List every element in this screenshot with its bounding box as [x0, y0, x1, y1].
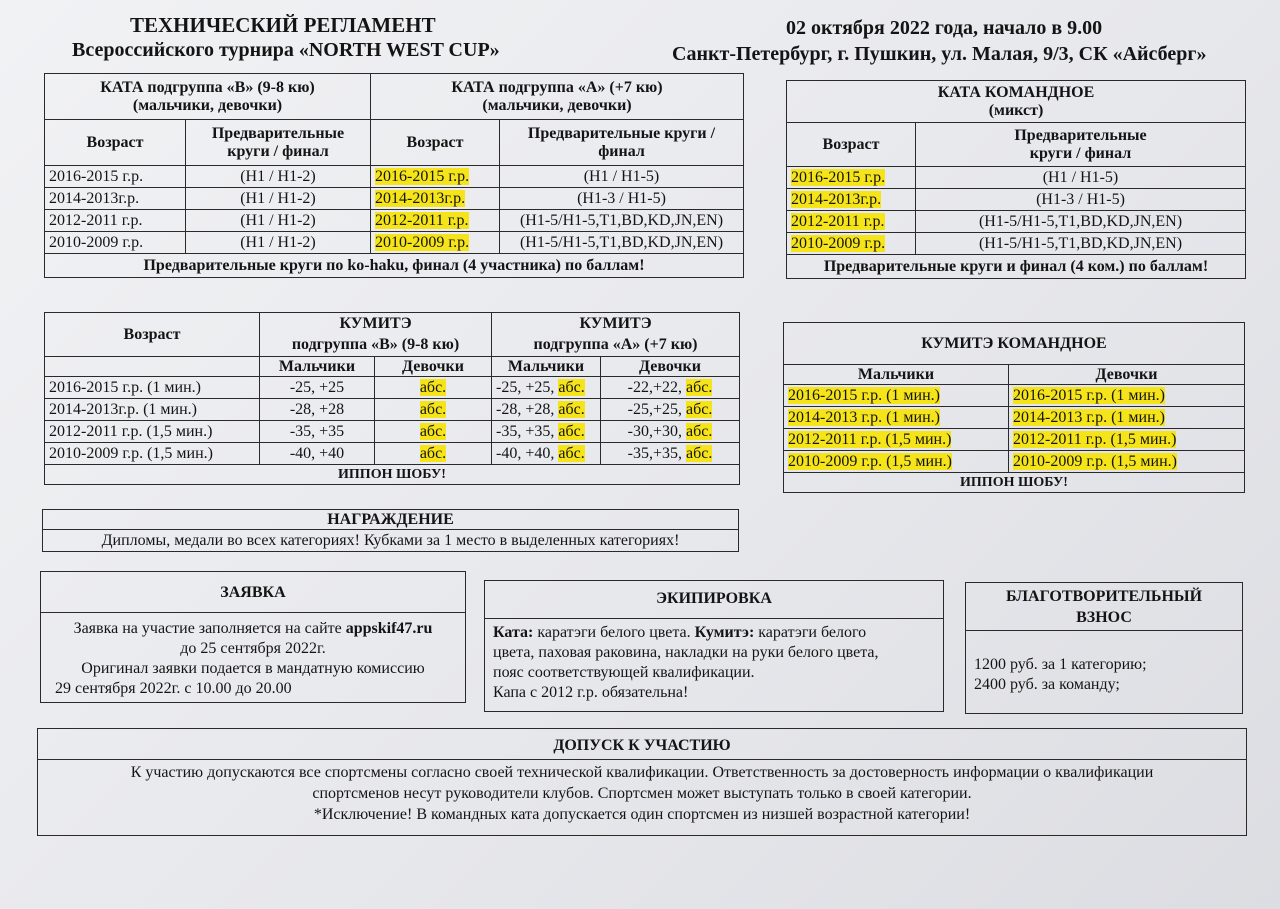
kata-team-age: 2016-2015 г.р.	[791, 168, 886, 186]
application-line3: Оригинал заявки подается в мандатную комиссию	[81, 660, 425, 677]
kumite-team-girls: 2010-2009 г.р. (1,5 мин.)	[1013, 452, 1177, 470]
kata-rounds-a: (Н1-5/Н1-5,Т1,BD,KD,JN,EN)	[500, 210, 744, 232]
kumite-team-boys: 2010-2009 г.р. (1,5 мин.)	[788, 452, 952, 470]
table-row	[784, 429, 1245, 451]
table-row	[45, 443, 740, 465]
kata-rounds-a: (Н1 / Н1-5)	[500, 166, 744, 188]
kumite-abs: абс.	[558, 422, 585, 440]
kata-col-rounds-b: Предварительные круги / финал	[186, 120, 371, 166]
equipment-line3: пояс соответствующей квалификации.	[493, 664, 755, 681]
kumite-team-header: КУМИТЭ КОМАНДНОЕ	[784, 323, 1245, 365]
kumite-age: 2012-2011 г.р. (1,5 мин.)	[45, 421, 260, 443]
equipment-kumite-text: каратэги белого	[754, 624, 867, 641]
table-row	[784, 451, 1245, 473]
table-row	[45, 166, 744, 188]
equipment-kata-label: Ката:	[493, 624, 534, 641]
kata-age-a: 2016-2015 г.р.	[375, 167, 470, 185]
event-date: 02 октября 2022 года, начало в 9.00	[786, 17, 1103, 39]
kata-team-footer: Предварительные круги и финал (4 ком.) по баллам!	[787, 255, 1246, 279]
fee-title-1: БЛАГОТВОРИТЕЛЬНЫЙ	[1005, 588, 1203, 605]
kumite-boys-b: -28, +28	[260, 399, 375, 421]
kumite-team-table	[783, 322, 1245, 493]
table-row	[45, 210, 744, 232]
fee-title-2: ВЗНОС	[1076, 609, 1132, 626]
kata-age-b: 2012-2011 г.р.	[45, 210, 186, 232]
kata-rounds-b: (Н1 / Н1-2)	[186, 232, 371, 254]
kata-groupB-header: КАТА подгруппа «В» (9-8 кю) (мальчики, девочки)	[45, 74, 371, 120]
kumite-team-girls: 2012-2011 г.р. (1,5 мин.)	[1013, 430, 1177, 448]
table-row	[784, 407, 1245, 429]
kata-rounds-b: (Н1 / Н1-2)	[186, 166, 371, 188]
kata-age-b: 2014-2013г.р.	[45, 188, 186, 210]
kumite-col-boys-a: Мальчики	[492, 357, 601, 377]
kumite-team-boys: 2016-2015 г.р. (1 мин.)	[788, 386, 940, 404]
kumite-girls-b: абс.	[419, 444, 447, 462]
table-row	[787, 211, 1246, 233]
kumite-abs: абс.	[686, 444, 713, 462]
kumite-footer: ИППОН ШОБУ!	[45, 465, 740, 485]
award-table	[42, 509, 739, 552]
application-site-link[interactable]: appskif47.ru	[345, 620, 433, 637]
kata-col-age-b: Возраст	[45, 120, 186, 166]
kumite-col-girls-a: Девочки	[601, 357, 740, 377]
fee-line2: 2400 руб. за команду;	[974, 676, 1120, 693]
fee-line1: 1200 руб. за 1 категорию;	[974, 656, 1147, 673]
kata-rounds-b: (Н1 / Н1-2)	[186, 188, 371, 210]
kata-age-a: 2014-2013г.р.	[375, 189, 466, 207]
kata-team-header: КАТА КОМАНДНОЕ (микст)	[787, 81, 1246, 123]
application-title: ЗАЯВКА	[220, 584, 286, 601]
kumite-boys-b: -40, +40	[260, 443, 375, 465]
kata-team-age: 2012-2011 г.р.	[791, 212, 885, 230]
kumite-abs: абс.	[686, 400, 713, 418]
equipment-line4: Капа с 2012 г.р. обязательна!	[493, 684, 689, 701]
tournament-name: Всероссийского турнира «NORTH WEST CUP»	[72, 39, 500, 61]
kumite-col-girls-b: Девочки	[375, 357, 492, 377]
kumite-age: 2014-2013г.р. (1 мин.)	[45, 399, 260, 421]
admission-line3: *Исключение! В командных ката допускается один спортсмен из низшей возрастной категории!	[313, 806, 971, 823]
kumite-girls-a: -22,+22,	[627, 378, 682, 396]
kumite-abs: абс.	[686, 422, 713, 440]
kata-team-rounds: (Н1 / Н1-5)	[916, 167, 1246, 189]
kata-rounds-a: (Н1-3 / Н1-5)	[500, 188, 744, 210]
kata-age-b: 2010-2009 г.р.	[45, 232, 186, 254]
kata-team-age: 2014-2013г.р.	[791, 190, 882, 208]
kumite-groupB-title: КУМИТЭ	[260, 313, 492, 335]
kata-col-age-a: Возраст	[371, 120, 500, 166]
equipment-kata-text: каратэги белого цвета.	[533, 624, 695, 641]
award-text: Дипломы, медали во всех категориях! Кубками за 1 место в выделенных категориях!	[43, 530, 739, 552]
table-row	[45, 377, 740, 399]
application-line4: 29 сентября 2022г. с 10.00 до 20.00	[55, 680, 292, 697]
kata-groupA-header: КАТА подгруппа «А» (+7 кю) (мальчики, девочки)	[371, 74, 744, 120]
award-title: НАГРАЖДЕНИЕ	[43, 510, 739, 530]
kumite-team-boys: 2012-2011 г.р. (1,5 мин.)	[788, 430, 952, 448]
kumite-groupA-title: КУМИТЭ	[492, 313, 740, 335]
equipment-kumite-label: Кумитэ:	[694, 624, 755, 641]
kata-team-col-rounds: Предварительные круги / финал	[916, 123, 1246, 167]
table-row	[45, 421, 740, 443]
admission-box	[37, 728, 1247, 836]
application-deadline: до 25 сентября 2022г.	[180, 640, 326, 657]
table-row	[784, 385, 1245, 407]
kata-table	[44, 73, 744, 278]
kumite-groupB-sub: подгруппа «В» (9-8 кю)	[260, 335, 492, 357]
application-line1: Заявка на участие заполняется на сайте	[73, 620, 346, 637]
kata-team-col-age: Возраст	[787, 123, 916, 167]
kumite-boys-a: -25, +25,	[496, 378, 555, 396]
kumite-girls-a: -35,+35,	[627, 444, 682, 462]
equipment-line2: цвета, паховая раковина, накладки на руки белого цвета,	[493, 644, 879, 661]
admission-line1: К участию допускаются все спортсмены согласно своей технической квалификации. Ответственность за достоверность информации о квалификации	[130, 764, 1154, 781]
kumite-abs: абс.	[558, 400, 585, 418]
kata-age-a: 2012-2011 г.р.	[375, 211, 469, 229]
kumite-team-boys: 2014-2013 г.р. (1 мин.)	[788, 408, 940, 426]
kata-team-rounds: (Н1-5/Н1-5,Т1,BD,KD,JN,EN)	[916, 233, 1246, 255]
kata-team-table	[786, 80, 1246, 279]
kumite-team-girls: 2016-2015 г.р. (1 мин.)	[1013, 386, 1165, 404]
table-row	[787, 189, 1246, 211]
kata-rounds-b: (Н1 / Н1-2)	[186, 210, 371, 232]
kumite-abs: абс.	[558, 378, 585, 396]
kumite-table	[44, 312, 740, 485]
table-row	[787, 233, 1246, 255]
kumite-groupA-sub: подгруппа «А» (+7 кю)	[492, 335, 740, 357]
kumite-col-age: Возраст	[45, 313, 260, 357]
kumite-boys-b: -25, +25	[260, 377, 375, 399]
kata-col-rounds-a: Предварительные круги / финал	[500, 120, 744, 166]
equipment-box	[484, 580, 944, 712]
kumite-boys-b: -35, +35	[260, 421, 375, 443]
admission-line2: спортсменов несут руководители клубов. Спортсмен может выступать только в своей категории.	[312, 785, 972, 802]
kumite-abs: абс.	[686, 378, 713, 396]
kumite-team-col-girls: Девочки	[1009, 365, 1245, 385]
kata-age-a: 2010-2009 г.р.	[375, 233, 470, 251]
kumite-abs: абс.	[558, 444, 585, 462]
kumite-girls-a: -25,+25,	[627, 400, 682, 418]
application-box	[40, 571, 466, 703]
equipment-title: ЭКИПИРОВКА	[656, 590, 772, 607]
admission-title: ДОПУСК К УЧАСТИЮ	[553, 737, 731, 754]
kumite-age: 2010-2009 г.р. (1,5 мин.)	[45, 443, 260, 465]
table-row	[45, 232, 744, 254]
page-title: ТЕХНИЧЕСКИЙ РЕГЛАМЕНТ	[130, 13, 436, 37]
kumite-girls-a: -30,+30,	[627, 422, 682, 440]
kata-footer: Предварительные круги по ko-haku, финал (4 участника) по баллам!	[45, 254, 744, 278]
kumite-boys-a: -28, +28,	[496, 400, 555, 418]
kumite-age: 2016-2015 г.р. (1 мин.)	[45, 377, 260, 399]
kumite-team-girls: 2014-2013 г.р. (1 мин.)	[1013, 408, 1165, 426]
kumite-boys-a: -35, +35,	[496, 422, 555, 440]
kata-team-rounds: (Н1-3 / Н1-5)	[916, 189, 1246, 211]
event-venue: Санкт-Петербург, г. Пушкин, ул. Малая, 9/3, СК «Айсберг»	[672, 43, 1207, 65]
kata-team-age: 2010-2009 г.р.	[791, 234, 886, 252]
table-row	[45, 399, 740, 421]
kumite-girls-b: абс.	[419, 378, 447, 396]
kata-team-rounds: (Н1-5/Н1-5,Т1,BD,KD,JN,EN)	[916, 211, 1246, 233]
kumite-col-boys-b: Мальчики	[260, 357, 375, 377]
kata-age-b: 2016-2015 г.р.	[45, 166, 186, 188]
kata-rounds-a: (Н1-5/Н1-5,Т1,BD,KD,JN,EN)	[500, 232, 744, 254]
kumite-girls-b: абс.	[419, 422, 447, 440]
kumite-team-footer: ИППОН ШОБУ!	[784, 473, 1245, 493]
kumite-girls-b: абс.	[419, 400, 447, 418]
table-row	[787, 167, 1246, 189]
kumite-boys-a: -40, +40,	[496, 444, 555, 462]
fee-box	[965, 582, 1243, 714]
table-row	[45, 188, 744, 210]
kumite-team-col-boys: Мальчики	[784, 365, 1009, 385]
